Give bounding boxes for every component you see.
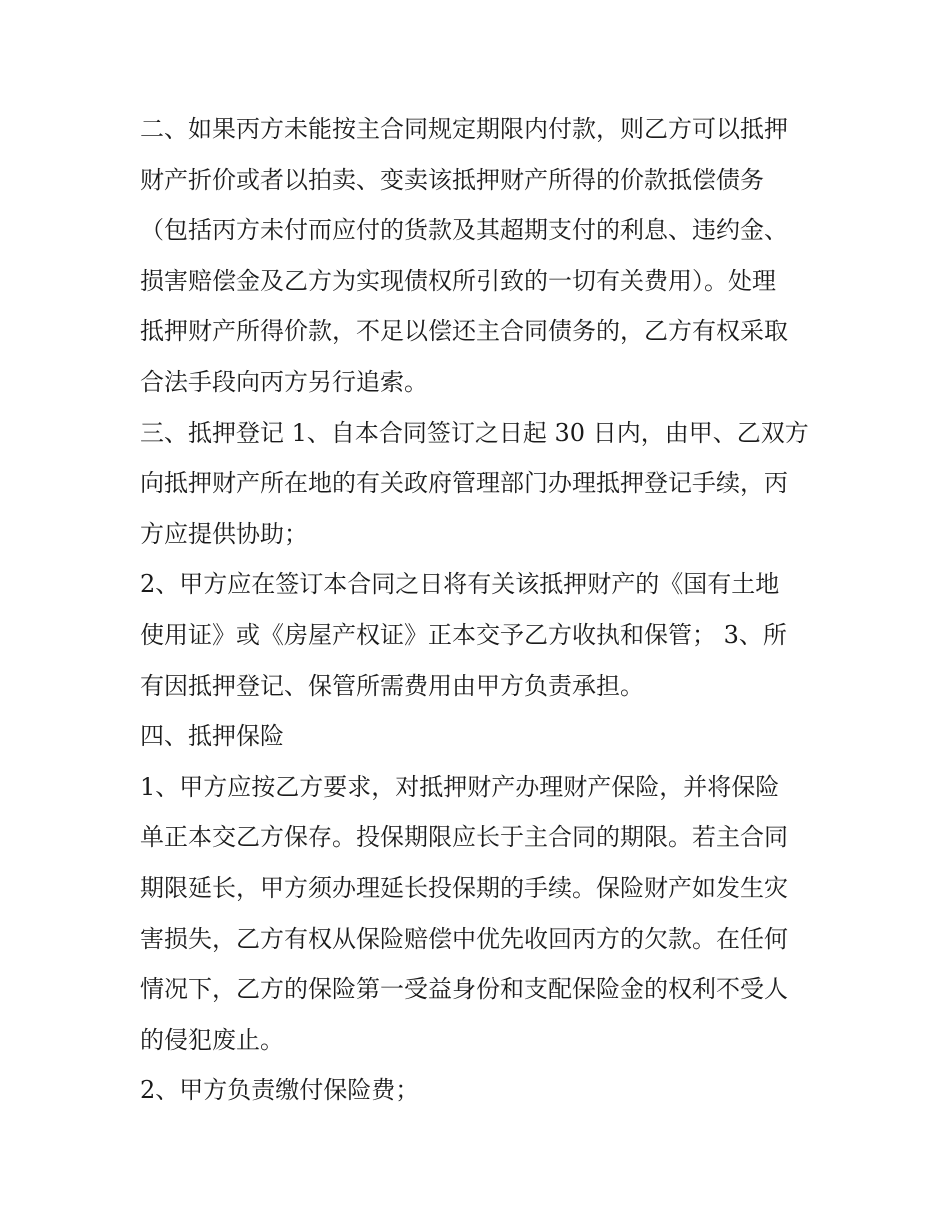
clause-3-paragraph	[140, 408, 820, 560]
text-line: 1、甲方应按乙方要求，对抵押财产办理财产保险，并将保险	[140, 772, 780, 801]
text-line: 的侵犯废止。	[140, 1025, 284, 1054]
text-line: 单正本交乙方保存。投保期限应长于主合同的期限。若主合同	[140, 823, 788, 852]
clause-4-item-1-paragraph	[140, 762, 820, 1066]
text-line: 方应提供协助；	[140, 519, 308, 548]
section-heading: 四、抵押保险	[140, 722, 284, 751]
text-line: 有因抵押登记、保管所需费用由甲方负责承担。	[140, 671, 644, 700]
text-line: （包括丙方未付而应付的货款及其超期支付的利息、违约金、	[140, 216, 788, 245]
text-line: 害损失，乙方有权从保险赔偿中优先收回丙方的欠款。在任何	[140, 924, 788, 953]
text-line: 2、甲方负责缴付保险费；	[140, 1076, 420, 1105]
clause-2-paragraph	[140, 104, 820, 408]
text-line: 期限延长，甲方须办理延长投保期的手续。保险财产如发生灾	[140, 873, 788, 902]
text-line: 抵押财产所得价款，不足以偿还主合同债务的，乙方有权采取	[140, 317, 788, 346]
text-line: 财产折价或者以拍卖、变卖该抵押财产所得的价款抵偿债务	[140, 165, 764, 194]
text-line: 情况下，乙方的保险第一受益身份和支配保险金的权利不受人	[140, 975, 788, 1004]
text-line: 使用证》或《房屋产权证》正本交予乙方收执和保管； 3、所	[140, 620, 787, 649]
clause-4-item-2-paragraph	[140, 1065, 820, 1116]
text-line: 二、如果丙方未能按主合同规定期限内付款，则乙方可以抵押	[140, 115, 788, 143]
text-line: 三、抵押登记 1、自本合同签订之日起 30 日内，由甲、乙双方	[140, 418, 809, 447]
document-body	[140, 104, 820, 1116]
clause-4-heading	[140, 711, 820, 762]
text-line: 合法手段向丙方另行追索。	[140, 367, 428, 396]
text-line: 向抵押财产所在地的有关政府管理部门办理抵押登记手续，丙	[140, 469, 788, 498]
clause-3-item-2-paragraph	[140, 559, 820, 711]
text-line: 2、甲方应在签订本合同之日将有关该抵押财产的《国有土地	[140, 570, 780, 599]
text-line: 损害赔偿金及乙方为实现债权所引致的一切有关费用）。处理	[140, 266, 776, 295]
